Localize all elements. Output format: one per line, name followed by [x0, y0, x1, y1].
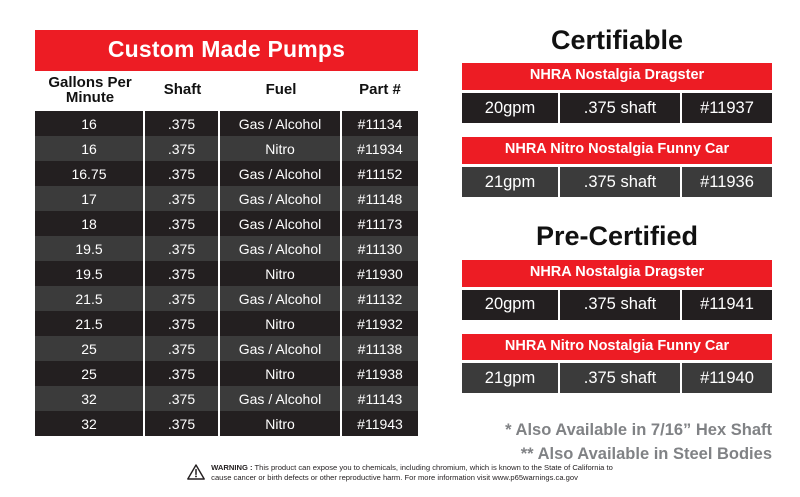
pre-certified-funnycar-group [462, 334, 772, 394]
cell-fuel: Gas / Alcohol [220, 161, 342, 186]
table-row [462, 363, 772, 393]
cell-gpm: 16 [35, 111, 145, 136]
cell-shaft: .375 [145, 411, 220, 436]
column-header-shaft: Shaft [163, 81, 202, 99]
band-label: NHRA Nostalgia Dragster [462, 63, 772, 90]
cell-part: #11152 [357, 165, 403, 182]
cell-part: #11937 [682, 93, 772, 123]
cell-shaft: .375 [145, 286, 220, 311]
note-steel-bodies: ** Also Available in Steel Bodies [520, 445, 772, 464]
cell-fuel: Gas / Alcohol [220, 286, 342, 311]
table-row [35, 286, 418, 311]
spacer [462, 200, 772, 222]
cell-shaft: .375 [145, 211, 220, 236]
cell-gpm: 21gpm [462, 167, 560, 197]
cell-part: #11936 [682, 167, 772, 197]
custom-made-pumps-title: Custom Made Pumps [35, 30, 418, 71]
table-row [35, 411, 418, 436]
cell-fuel: Gas / Alcohol [220, 336, 342, 361]
cell-shaft: .375 [145, 386, 220, 411]
cell-part: #11941 [682, 290, 772, 320]
cell-fuel: Gas / Alcohol [220, 186, 342, 211]
table-row [462, 290, 772, 320]
band-label: NHRA Nitro Nostalgia Funny Car [462, 137, 772, 164]
cell-part: #11938 [357, 365, 403, 382]
cell-gpm: 16 [35, 136, 145, 161]
cell-shaft: .375 [145, 361, 220, 386]
cell-shaft: .375 shaft [560, 290, 682, 320]
cell-part: #11173 [357, 215, 403, 232]
cell-gpm: 17 [35, 186, 145, 211]
cell-shaft: .375 [145, 236, 220, 261]
cell-part: #11934 [357, 140, 403, 157]
band-label: NHRA Nitro Nostalgia Funny Car [462, 334, 772, 361]
cell-shaft: .375 shaft [560, 93, 682, 123]
cell-fuel: Nitro [220, 261, 342, 286]
cell-gpm: 21.5 [35, 311, 145, 336]
cell-gpm: 25 [35, 336, 145, 361]
warning-line-2: cause cancer or birth defects or other reproductive harm. For more information visit www.p65warnings.ca.gov [211, 473, 578, 483]
cell-part: #11932 [357, 315, 403, 332]
cell-shaft: .375 [145, 186, 220, 211]
cell-shaft: .375 [145, 336, 220, 361]
custom-made-pumps-table [35, 30, 418, 436]
note-hex-shaft: * Also Available in 7/16” Hex Shaft [505, 421, 772, 440]
cell-gpm: 20gpm [462, 290, 560, 320]
cell-part: #11940 [682, 363, 772, 393]
table-row [35, 111, 418, 136]
cell-fuel: Nitro [220, 361, 342, 386]
cell-part: #11943 [357, 415, 403, 432]
cell-part: #11143 [357, 390, 403, 407]
warning-label: WARNING : [211, 463, 253, 472]
cell-shaft: .375 shaft [560, 363, 682, 393]
table-row [35, 336, 418, 361]
cell-shaft: .375 [145, 261, 220, 286]
table-row [35, 211, 418, 236]
table-row [462, 167, 772, 197]
prop65-warning [0, 463, 800, 485]
cell-part: #11134 [357, 115, 403, 132]
cell-fuel: Nitro [220, 411, 342, 436]
right-column [462, 26, 772, 467]
table-row [35, 161, 418, 186]
cell-gpm: 16.75 [35, 161, 145, 186]
spacer [462, 126, 772, 137]
cell-shaft: .375 [145, 136, 220, 161]
cell-fuel: Nitro [220, 311, 342, 336]
certifiable-funnycar-group [462, 137, 772, 197]
table-row [35, 236, 418, 261]
pre-certified-heading: Pre-Certified [535, 221, 699, 252]
table-row [35, 361, 418, 386]
cell-part: #11132 [357, 290, 403, 307]
cell-gpm: 32 [35, 386, 145, 411]
table-row [35, 136, 418, 161]
cell-fuel: Gas / Alcohol [220, 236, 342, 261]
cell-gpm: 20gpm [462, 93, 560, 123]
custom-made-pumps-header-row [35, 71, 418, 111]
table-row [35, 311, 418, 336]
cell-shaft: .375 [145, 111, 220, 136]
cell-gpm: 21gpm [462, 363, 560, 393]
cell-part: #11930 [357, 265, 403, 282]
cell-part: #11148 [357, 190, 403, 207]
certifiable-heading: Certifiable [550, 25, 684, 55]
cell-gpm: 19.5 [35, 261, 145, 286]
cell-shaft: .375 [145, 311, 220, 336]
cell-shaft: .375 [145, 161, 220, 186]
cell-gpm: 21.5 [35, 286, 145, 311]
column-header-fuel: Fuel [265, 81, 297, 99]
table-row [35, 386, 418, 411]
cell-shaft: .375 shaft [560, 167, 682, 197]
cell-part: #11130 [357, 240, 403, 257]
cell-fuel: Gas / Alcohol [220, 111, 342, 136]
cell-fuel: Gas / Alcohol [220, 211, 342, 236]
availability-notes [462, 419, 772, 467]
cell-fuel: Gas / Alcohol [220, 386, 342, 411]
warning-line-1: This product can expose you to chemicals, including chromium, which is known to the State of California to [254, 463, 613, 472]
pre-certified-dragster-group [462, 260, 772, 320]
cell-fuel: Nitro [220, 136, 342, 161]
cell-gpm: 25 [35, 361, 145, 386]
spacer [462, 323, 772, 334]
warning-text [211, 463, 613, 484]
table-row [35, 261, 418, 286]
table-row [462, 93, 772, 123]
cell-gpm: 32 [35, 411, 145, 436]
warning-triangle-icon [187, 464, 205, 485]
column-header-gpm: Gallons Per Minute [48, 73, 132, 107]
cell-part: #11138 [357, 340, 403, 357]
cell-gpm: 19.5 [35, 236, 145, 261]
table-row [35, 186, 418, 211]
band-label: NHRA Nostalgia Dragster [462, 260, 772, 287]
column-header-part: Part # [359, 81, 401, 99]
certifiable-dragster-group [462, 63, 772, 123]
cell-gpm: 18 [35, 211, 145, 236]
